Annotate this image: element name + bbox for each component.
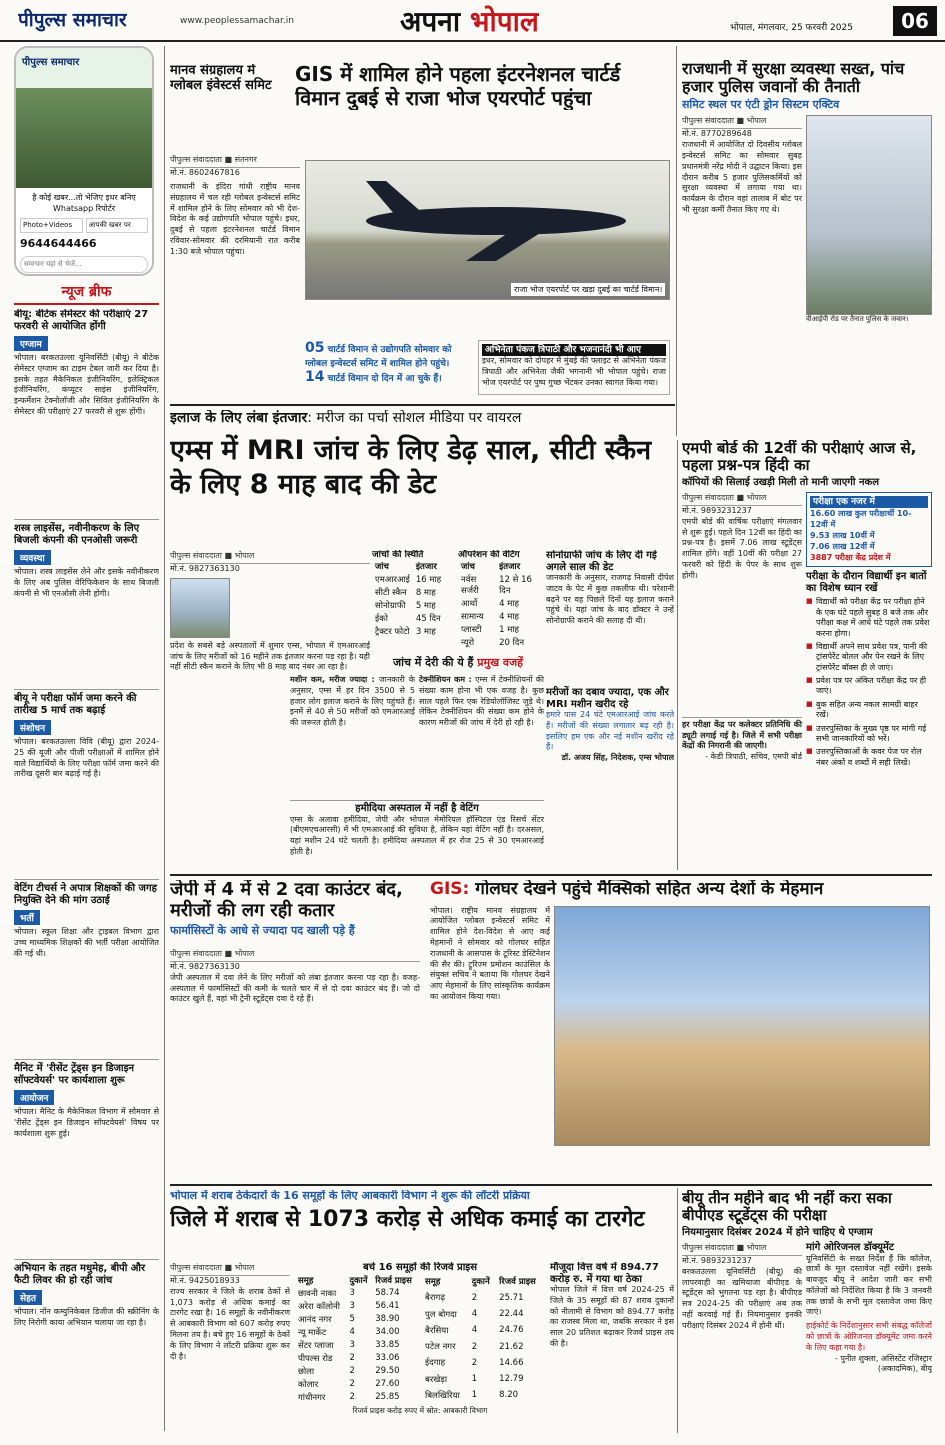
reason2-body: एम्स में टेक्नीशियनों की संख्या काम होना भी एक वजह है। कुछ साल पहले फिर एक रेडियोलॉजिस्ट जुड़े थे। लेकिन टेक्नीशियन की संख्या कम होने के कारण मरीजों की जांच में देरी हो रही है। bbox=[419, 675, 544, 728]
cell: 5 bbox=[349, 1314, 355, 1324]
stat-line: 9.53 लाख 10वीं में bbox=[810, 531, 875, 541]
column-divider bbox=[677, 1188, 678, 1433]
bu-subhead: नियमानुसार दिसंबर 2024 में होने चाहिए थे एग्जाम bbox=[682, 1226, 873, 1238]
promo-line: है कोई खबर...तो भेजिए इधर बनिए Whatsapp रिपोर्टर bbox=[32, 193, 136, 213]
brief-tag: आयोजन bbox=[14, 1090, 54, 1105]
table-row bbox=[422, 1339, 545, 1355]
cell: छोला bbox=[298, 1366, 315, 1377]
hamidia-box bbox=[290, 800, 544, 870]
brief-item bbox=[14, 1259, 159, 1422]
fact1-text: चार्टर्ड विमान से उद्योगपति सोमवार को ग्लोबल इन्वेस्टर्स समिट में शामिल होने पहुंचे। bbox=[305, 345, 452, 369]
cell: 1 bbox=[471, 1374, 478, 1385]
stats-title: परीक्षा एक नजर में bbox=[810, 496, 928, 508]
table-row bbox=[458, 636, 542, 649]
brief-item bbox=[14, 689, 159, 879]
brief-item bbox=[14, 519, 159, 689]
cell: 2 bbox=[349, 1366, 355, 1376]
sono-body: जानकारी के अनुसार, राजगढ़ निवासी दीपेश जाटव के पेट में कुछ तकलीफ थी। परेशानी बढ़ने पर वह पिछले दिनों यह इलाज कराने पहुंचे थे। यहां जांच के बाद डॉक्टर ने उन्हें सोनोग्राफी कराने की सलाह दी थी। bbox=[546, 573, 674, 626]
cell: 4 bbox=[471, 1325, 478, 1336]
whatsapp-promo bbox=[14, 46, 154, 276]
cell: 12 से 16 दिन bbox=[499, 575, 532, 597]
page-number: 06 bbox=[893, 6, 937, 36]
gis-headline-text: GIS में शामिल होने पहला इंटरनेशनल चार्टर्ड विमान दुबई से राजा भोज एयरपोर्ट पहुंचा bbox=[295, 62, 621, 110]
section-rule bbox=[170, 404, 675, 406]
cell: 3 bbox=[349, 1301, 355, 1311]
security-mobile: मो.नं. 8770289648 bbox=[682, 129, 752, 139]
brief-body: भोपाल। मैनिट के मैकेनिकल विभाग में सोमवार से 'रीसेंट ट्रेंड्स इन डिजाइन सॉफ्टवेयर्स' विषय पर कार्यशाला शुरू हुई। bbox=[14, 1107, 159, 1138]
brief-body: भोपाल। बरकतउल्ला यूनिवर्सिटी (बीयू) ने बीटेक सेमेस्टर एग्जाम का टाइम टेबल जारी कर दिया है। इसके तहत मैकेनिकल इंजीनियरिंग, इलेक्ट्रिकल इंजीनियरिंग, कंप्यूटर साइंस इंजीनियरिंग, इन्फर्मेशन टेक्नोलॉजी और सिविल इंजीनियरिंग के सेमेस्टर की परीक्षाएं 27 फरवरी से शुरू होंगी। bbox=[14, 353, 159, 416]
table-row bbox=[295, 1313, 418, 1326]
box1-head: जांच bbox=[375, 562, 389, 573]
box1-head: इंतजार bbox=[415, 562, 437, 573]
brief-headline[interactable]: वेटिंग टीचर्स ने अपात्र शिक्षकों की जगह नियुक्ति देने की मांग उठाई bbox=[14, 883, 157, 906]
cell: पीपल्स रोड bbox=[298, 1353, 333, 1364]
brief-item bbox=[14, 1059, 159, 1259]
cell: 1 bbox=[471, 1390, 478, 1401]
plane-illustration bbox=[306, 161, 670, 300]
brief-body: भोपाल। बरकतउल्ला विवि (बीयू) द्वारा 2024-25 की यूजी और पीजी परीक्षाओं में शामिल होने वाले विद्यार्थियों के लिए परीक्षा फॉर्म जमा करने की तारीख दूसरी बार बढ़ाई गई है। bbox=[14, 737, 159, 779]
police-photo-caption: वीआईपी रोड पर तैनात पुलिस के जवान। bbox=[806, 315, 909, 324]
table-row bbox=[295, 1352, 418, 1365]
cell: 4 माह bbox=[499, 612, 520, 623]
cell: 4 bbox=[349, 1327, 355, 1337]
brief-tag: भर्ती bbox=[14, 910, 40, 925]
cell: बैरसिया bbox=[425, 1325, 449, 1336]
fy-headline: मौजूदा वित्त वर्ष में 894.77 करोड़ रु. में गया था ठेका bbox=[550, 1262, 659, 1285]
liquor-body: राज्य सरकार ने जिले के शराब ठेकों से 1,073 करोड़ से अधिक कमाई का टारगेट रखा है। 16 समूहों के नवीनीकरण से आबकारी विभाग को 607 करोड़ रुपए मिलना तय है। बचे हुए 16 समूहों के ठेकों के लिए विभाग ने लॉटरी प्रक्रिया शुरू कर दी है। bbox=[170, 1286, 290, 1361]
section-name: भोपाल bbox=[469, 5, 539, 38]
gis-facts bbox=[305, 340, 475, 395]
cell: नर्वस सर्जरी bbox=[461, 575, 479, 597]
cell: 22.44 bbox=[499, 1309, 524, 1320]
cell: आर्थो bbox=[461, 599, 478, 610]
reserve-table-title: बचे 16 समूहों की रिजर्व प्राइस bbox=[363, 1262, 477, 1273]
col-head: रिजर्व प्राइस bbox=[499, 1277, 536, 1288]
stat-line: 16.60 लाख कुल परीक्षार्थी 10-12वीं में bbox=[810, 509, 912, 530]
promo-header bbox=[16, 48, 152, 88]
aiims-byline: पीपुल्स संवाददाता ■ भोपाल bbox=[170, 550, 370, 564]
reason1-head: मशीन कम, मरीज ज्यादा : bbox=[290, 675, 375, 684]
cell: 24.76 bbox=[499, 1325, 524, 1336]
cell: अरेरा कॉलोनी bbox=[298, 1301, 340, 1312]
aiims-photo bbox=[170, 578, 230, 638]
jp-hospital-story bbox=[170, 880, 420, 1180]
fy-column bbox=[550, 1262, 674, 1432]
promo-logo: पीपुल्स समाचार bbox=[22, 57, 80, 68]
cell: बैरागढ़ bbox=[425, 1293, 446, 1304]
golghar-photo bbox=[554, 906, 930, 1146]
brief-tag: संशोधन bbox=[14, 720, 51, 735]
stat-line: 3887 परीक्षा केंद्र प्रदेश में bbox=[810, 553, 891, 563]
reserve-price-table bbox=[295, 1262, 545, 1432]
cell: 1 माह bbox=[499, 625, 520, 636]
guests-headline[interactable] bbox=[430, 880, 932, 900]
box2-head: इंतजार bbox=[499, 562, 521, 573]
rule-item: ■ उत्तरपुस्तिकाओं के कवर पेज पर रोल नंबर अंकों व शब्दों में सही लिखें। bbox=[806, 747, 932, 768]
security-body: राजधानी में आयोजित दो दिवसीय ग्लोबल इन्वेस्टर्स समिट का सोमवार सुबह प्रधानमंत्री नरेंद्र मोदी ने उद्घाटन किया। इस दौरान करीब 5 हजार पुलिसकर्मियों को सुरक्षा व्यवस्था में लगाया गया था। कार्यक्रम के दौरान वहां तालाब में बोट पर भी सुरक्षा कर्मी तैनात किए गए थे। bbox=[682, 140, 802, 214]
brief-tag: सेहत bbox=[14, 1290, 42, 1305]
jp-headline[interactable]: जेपी में 4 में से 2 दवा काउंटर बंद, मरीजों की लग रही कतार bbox=[170, 880, 403, 921]
actors-body: इधर, सोमवार को दोपहर में मुंबई की फ्लाइट से अभिनेता पंकज त्रिपाठी और अभिनेता जैकी भगनानी भी भोपाल पहुंचे। राजा भोज एयरपोर्ट पर पुष्प गुच्छ भेंटकर उनका स्वागत किया गया। bbox=[482, 356, 666, 387]
gis-byline: पीपुल्स संवाददाता ■ संतनगर bbox=[170, 154, 300, 168]
reasons-box bbox=[290, 675, 544, 795]
brief-tag: एग्जाम bbox=[14, 336, 48, 351]
table-row bbox=[295, 1339, 418, 1352]
table-row bbox=[295, 1326, 418, 1339]
cell: सीटी स्कैन bbox=[375, 588, 407, 599]
section-rule bbox=[170, 874, 932, 876]
bu-quote-signature: - पुनीत शुक्ला, असिस्टेंट रजिस्ट्रार (अकादमिक), बीयू bbox=[834, 1353, 932, 1374]
brief-headline[interactable]: बीयू: बीटेक सेमेस्टर की परीक्षाएं 27 फरवरी से आयोजित होंगी bbox=[14, 309, 149, 332]
brief-body: भोपाल। स्कूल शिक्षा और ट्राइबल विभाग द्वारा उच्च माध्यमिक शिक्षकों की भर्ती परीक्षा आयोजित की गई थी। bbox=[14, 927, 159, 958]
reasons-title bbox=[372, 655, 544, 675]
board-mobile: मो.नं. 9893231237 bbox=[682, 506, 752, 515]
reasons-title-text: जांच में देरी की ये हैं bbox=[392, 656, 474, 669]
col-head: दुकानें bbox=[471, 1277, 490, 1288]
brief-item bbox=[14, 309, 159, 519]
cell: प्लास्टी bbox=[461, 625, 482, 636]
jp-subhead: फार्मासिस्टों के आधे से ज्यादा पद खाली पड़े हैं bbox=[170, 924, 355, 938]
liquor-mobile: मो.नं. 9425018933 bbox=[170, 1276, 240, 1285]
table-row bbox=[458, 623, 542, 636]
table-row bbox=[372, 599, 444, 612]
rules-list bbox=[806, 597, 932, 827]
column-divider bbox=[164, 46, 165, 1431]
cell: एमआरआई bbox=[375, 575, 410, 586]
rule-item: ■ उत्तरपुस्तिका के मुख्य पृष्ठ पर मांगी गई सभी जानकारियों को भरें। bbox=[806, 724, 932, 745]
cell: 58.74 bbox=[375, 1288, 400, 1298]
cell: 4 bbox=[471, 1309, 478, 1320]
jp-mobile: मो.नं. 9827363130 bbox=[170, 962, 240, 972]
table-row bbox=[295, 1365, 418, 1378]
reserve-table-right bbox=[422, 1274, 545, 1404]
cell: 2 bbox=[349, 1353, 355, 1363]
plane-photo-caption: राजा भोज एयरपोर्ट पर खड़ा दुबई का चार्टर्ड विमान। bbox=[511, 283, 665, 296]
cell: 2 bbox=[471, 1292, 478, 1303]
box2-title: ऑपरेशन की वेटिंग bbox=[458, 550, 520, 560]
jp-byline: पीपुल्स संवाददाता ■ भोपाल bbox=[170, 948, 420, 962]
cell: आनंद नगर bbox=[298, 1314, 332, 1325]
cell: 2 bbox=[349, 1379, 355, 1389]
cell: 8 माह bbox=[415, 588, 436, 599]
fact2-number: 14 bbox=[305, 369, 325, 385]
column-divider bbox=[676, 46, 677, 436]
cell: पुल बोगदा bbox=[425, 1309, 457, 1320]
dateline: भोपाल, मंगलवार, 25 फरवरी 2025 bbox=[730, 23, 853, 33]
fact2-text: चार्टर्ड विमान दो दिन में आ चुके हैं। bbox=[327, 374, 442, 384]
table-row bbox=[458, 573, 542, 597]
promo-tab-photos[interactable]: Photo+Videos bbox=[20, 218, 83, 233]
reason-2 bbox=[419, 675, 544, 795]
brief-body: भोपाल। नॉन कम्युनिकेबल डिजीज की स्क्रीनिंग के लिए निरोगी काया अभियान चलाया जा रहा है। bbox=[14, 1307, 159, 1327]
rule-item: ■ बुक सहित अन्य नकल सामग्री बाहर रखें। bbox=[806, 700, 932, 721]
sonography-column bbox=[546, 550, 674, 850]
cell: 45 दिन bbox=[415, 614, 441, 625]
cell: 38.90 bbox=[375, 1314, 400, 1324]
cell: 4 माह bbox=[499, 599, 520, 610]
cell: बिलखिरिया bbox=[425, 1390, 460, 1401]
table-row bbox=[422, 1322, 545, 1338]
col-head: दुकानें bbox=[349, 1275, 368, 1286]
reserve-table-note: रिजर्व प्राइस करोड़ रुपए में स्रोत: आबकारी विभाग bbox=[352, 1405, 488, 1415]
police-photo bbox=[806, 115, 932, 315]
board-subhead: कॉपियों की सिलाई उखड़ी मिली तो मानी जाएगी नकल bbox=[682, 476, 879, 488]
promo-tab-news[interactable]: आपकी खबर पर bbox=[86, 218, 149, 233]
brief-headline[interactable]: बीयू ने परीक्षा फॉर्म जमा करने की तारीख 5 मार्च तक बढ़ाई bbox=[14, 693, 137, 716]
section-prefix: अपना bbox=[400, 5, 461, 38]
gis-kicker: मानव संग्रहालय में ग्लोबल इंवेस्टर्स समिट bbox=[170, 64, 272, 93]
brief-item bbox=[14, 879, 159, 1059]
cell: ट्रैक्टर फोटो bbox=[375, 627, 410, 638]
website-url[interactable]: www.peoplessamachar.in bbox=[180, 16, 294, 26]
cell: 25.85 bbox=[375, 1392, 400, 1402]
cell: सेंटर प्लाजा bbox=[298, 1340, 334, 1351]
cell: 3 bbox=[349, 1288, 355, 1298]
cell: गांधीनगर bbox=[298, 1392, 326, 1403]
cell: 14.66 bbox=[499, 1357, 524, 1368]
table-row bbox=[422, 1290, 545, 1306]
aiims-mobile: मो.नं. 9827363130 bbox=[170, 564, 240, 573]
hamidia-headline: हमीदिया अस्पताल में नहीं है वेटिंग bbox=[355, 803, 479, 814]
bu-byline: पीपुल्स संवाददाता ■ भोपाल bbox=[682, 1242, 802, 1256]
security-headline[interactable]: राजधानी में सुरक्षा व्यवस्था सख्त, पांच हजार पुलिस जवानों की तैनाती bbox=[682, 60, 905, 97]
bu-bped-story bbox=[682, 1190, 932, 1432]
promo-photo bbox=[16, 88, 152, 188]
cell: न्यू मार्केट bbox=[298, 1327, 327, 1338]
cell: पटेल नगर bbox=[425, 1342, 456, 1353]
rule-item: ■ विद्यार्थी को परीक्षा केंद्र पर परीक्षा होने के एक घंटे पहले सुबह 8 बजे तक और परीक्षा कक्ष में आधे घंटे पहले तक प्रवेश करना होगा। bbox=[806, 597, 932, 639]
documents-headline: मांगे ओरिजनल डॉक्यूमेंट bbox=[806, 1242, 894, 1253]
table-row bbox=[295, 1300, 418, 1313]
cell: 2 bbox=[471, 1357, 478, 1368]
liquor-headline[interactable]: जिले में शराब से 1073 करोड़ से अधिक कमाई का टारगेट bbox=[170, 1206, 645, 1232]
reasons-title-red: प्रमुख वजहें bbox=[477, 656, 524, 669]
table-row bbox=[372, 573, 444, 586]
aiims-headline[interactable]: एम्स में MRI जांच के लिए डेढ़ साल, सीटी स्कैन के लिए 8 माह बाद की डेट bbox=[170, 435, 652, 500]
cell: बरखेड़ा bbox=[425, 1374, 448, 1385]
table-row bbox=[458, 597, 542, 610]
cell: 33.06 bbox=[375, 1353, 400, 1363]
col-head: समूह bbox=[298, 1275, 314, 1286]
table-row bbox=[422, 1371, 545, 1387]
table-row bbox=[295, 1287, 418, 1300]
brief-body: भोपाल। शस्त्र लाइसेंस लेने और इसके नवीनीकरण के लिए अब पुलिस वेरिफिकेशन के साथ बिजली कंपनी से भी एनओसी लेनी होगी। bbox=[14, 567, 159, 598]
table-row bbox=[458, 610, 542, 623]
cell: कोलार bbox=[298, 1379, 319, 1390]
liquor-byline: पीपुल्स संवाददाता ■ भोपाल bbox=[170, 1262, 290, 1276]
security-story bbox=[682, 60, 932, 440]
pressure-body: हमारे पास 24 घंटे एमआरआई जांच करते हैं। मरीजों की संख्या लगातार बढ़ रही है। इसलिए हम एक और नई मशीन खरीद रहे हैं। bbox=[546, 710, 674, 752]
board-exam-story bbox=[682, 440, 932, 870]
aiims-tables bbox=[372, 550, 542, 650]
column-divider bbox=[677, 440, 678, 870]
box2-head: जांच bbox=[461, 562, 475, 573]
cell: 27.60 bbox=[375, 1379, 400, 1389]
aiims-kicker bbox=[170, 410, 675, 426]
liquor-main-column bbox=[170, 1262, 290, 1432]
aiims-kicker-rest: : मरीज का पर्चा सोशल मीडिया पर वायरल bbox=[307, 410, 522, 426]
news-brief-column bbox=[14, 282, 159, 1422]
cell: 2 bbox=[349, 1392, 355, 1402]
cell: सामान्य bbox=[461, 612, 484, 623]
operation-wait-table bbox=[458, 560, 542, 649]
cell: 3 bbox=[349, 1340, 355, 1350]
cell: सोनोग्राफी bbox=[375, 601, 406, 612]
promo-phone-number[interactable]: 9644644466 bbox=[20, 237, 97, 250]
rule-item: ■ विद्यार्थी अपने साथ प्रवेश पत्र, पानी की ट्रांसपेरेंट बोतल और पेन रखने के लिए ट्रांसपेरेंट बॉक्स ही ले जाएं। bbox=[806, 642, 932, 673]
rules-title: परीक्षा के दौरान विद्यार्थी इन बातों का विशेष ध्यान रखें bbox=[806, 571, 927, 594]
board-body: एमपी बोर्ड की वार्षिक परीक्षाएं मंगलवार से शुरू हुईं। पहले दिन 12वीं का हिंदी का प्रश्न-पत्र है। इसमें 7.06 लाख स्टूडेंट्स शामिल होंगे। वहीं 10वीं की परीक्षा 27 फरवरी को हिंदी के पेपर के साथ शुरू होगी। bbox=[682, 516, 802, 580]
collector-note: हर परीक्षा केंद्र पर कलेक्टर प्रतिनिधि की ड्यूटी लगाई गई है। जिले में सभी परीक्षा केंद्रों की निगरानी की जाएगी। bbox=[682, 717, 802, 752]
brief-tag: व्यवस्था bbox=[14, 550, 51, 565]
col-head: रिजर्व प्राइस bbox=[375, 1275, 412, 1286]
test-wait-table bbox=[372, 560, 444, 638]
table-row bbox=[372, 625, 444, 638]
collector-signature: - केडी त्रिपाठी, सचिव, एमपी बोर्ड bbox=[705, 752, 802, 762]
bu-headline[interactable]: बीयू तीन महीने बाद भी नहीं करा सका बीपीएड स्टूडेंट्स की परीक्षा bbox=[682, 1190, 892, 1225]
security-subhead: समिट स्थल पर एंटी ड्रोन सिस्टम एक्टिव bbox=[682, 97, 840, 111]
bu-mobile: मो.नं. 9893231237 bbox=[682, 1256, 752, 1265]
charter-plane-photo bbox=[305, 160, 670, 300]
pressure-signature: डॉ. अजय सिंह, निदेशक, एम्स भोपाल bbox=[561, 753, 674, 763]
reserve-table-left bbox=[295, 1274, 418, 1404]
aiims-kicker-bold: इलाज के लिए लंबा इंतजार bbox=[170, 410, 308, 426]
fact1-number: 05 bbox=[305, 340, 325, 356]
table-row bbox=[295, 1378, 418, 1391]
jp-body: जेपी अस्पताल में दवा लेने के लिए मरीजों को लंबा इंतजार करना पड़ रहा है। वजह-अस्पताल में फार्मासिस्टों की कमी के चलते चार में से दो दवा काउंटर बंद हैं। जो दो काउंटर खुले हैं, वहां भी ट्रेनी स्टूडेंट्स दवा दे रहे हैं। bbox=[170, 972, 420, 1004]
board-byline: पीपुल्स संवाददाता ■ भोपाल bbox=[682, 492, 802, 506]
promo-message-input[interactable]: समाचार यहां से भेजें... bbox=[20, 256, 148, 273]
col-head: समूह bbox=[425, 1277, 441, 1288]
section-title bbox=[400, 2, 539, 40]
sono-headline: सोनोग्राफी जांच के लिए दी गई अगले साल की डेट bbox=[546, 550, 657, 573]
cell: ईदगाह bbox=[425, 1358, 446, 1369]
reason1-body: जानकारी के अनुसार, एम्स में हर दिन 3500 से 5 हजार लोग इलाज कराने के लिए पहुंचते हैं। इनमें से 40 से 50 मरीजों को एमआरआई की जरूरत होती है। bbox=[290, 675, 416, 728]
aiims-body: प्रदेश के सबसे बड़े अस्पतालों में शुमार एम्स, भोपाल में एमआरआई जांच के लिए मरीजों को 16 महीने तक इंतजार करना पड़ रहा है। यही नहीं सीटी स्कैन कराने के लिए भी 8 माह बाद नंबर आ रहा है। bbox=[170, 640, 370, 672]
exam-stats-box bbox=[806, 492, 932, 567]
gis-guests-story bbox=[430, 880, 932, 1180]
reason2-head: टेक्नीशियन कम : bbox=[419, 675, 472, 684]
actors-headline: अभिनेता पंकज त्रिपाठी और भजनानंदी भी आए bbox=[482, 344, 666, 356]
box1-title: जांचों की स्थिति bbox=[372, 550, 424, 560]
cell: 5 माह bbox=[415, 601, 436, 612]
documents-body: यूनिवर्सिटी के सख्त निर्देश हैं कि कॉलेज, छात्रों के मूल दस्तावेज नहीं रखेंगे। इसके बावजूद बीयू ने आदेश जारी कर सभी कॉलेजों को निर्देशित किया है कि 3 जनवरी तक छात्रों के सभी मूल दस्तावेज जमा किए जाएं। bbox=[806, 1253, 932, 1317]
rule-item: ■ प्रवेश पत्र पर अंकित परीक्षा केंद्र पर ही जाएं। bbox=[806, 676, 932, 697]
cell: 8.20 bbox=[499, 1390, 519, 1401]
table-row bbox=[422, 1355, 545, 1371]
bu-body: बरकतउल्ला यूनिवर्सिटी (बीयू) की लापरवाही का खमियाजा बीपीएड के स्टूडेंट्स को भुगतना पड़ रहा है। बीपीएड सत्र 2024-25 की परीक्षाएं अब तक नहीं करवाई गई हैं। नियमानुसार इनकी परीक्षाएं दिसंबर 2024 में होनी थीं। bbox=[682, 1266, 802, 1330]
gis-mobile: मो.नं. 8602467816 bbox=[170, 168, 240, 177]
table-row bbox=[422, 1306, 545, 1322]
bu-quote: हाईकोर्ट के निर्देशानुसार सभी संबद्ध कॉलेजों को छात्रों के ओरिजनल डॉक्यूमेंट जमा करने के लिए कहा गया है। bbox=[806, 1321, 932, 1352]
cell: 16 माह bbox=[415, 575, 442, 586]
brief-headline[interactable]: मैनिट में 'रीसेंट ट्रेंड्स इन डिजाइन सॉफ्टवेयर्स' पर कार्यशाला शुरू bbox=[14, 1063, 135, 1086]
guests-headline-text: गोलघर देखने पहुंचे मैक्सिको सहित अन्य देशों के मेहमान bbox=[475, 880, 824, 899]
actors-box bbox=[478, 340, 670, 395]
section-rule bbox=[170, 1184, 932, 1186]
table-row bbox=[372, 586, 444, 599]
newspaper-logo[interactable]: पीपुल्स समाचार bbox=[18, 9, 127, 31]
guests-body: भोपाल। राष्ट्रीय मानव संग्रहालय में आयोजित ग्लोबल इन्वेस्टर्स समिट में शामिल होने देश-विदेश से आए कई मेहमानों ने सोमवार को गोलघर सहित राजधानी के आसपास के टूरिस्ट डेस्टिनेशन की सैर की। ट्रूरिज्म प्रमोशन काउंसिल के संयुक्त सचिव ने बताया कि गोलघर देखने आए मेहमानों के लिए सांस्कृतिक कार्यक्रम का आयोजन किया गया। bbox=[430, 905, 550, 1001]
masthead bbox=[0, 0, 945, 42]
table-row bbox=[295, 1391, 418, 1404]
gis-body: राजधानी के इंदिरा गांधी राष्ट्रीय मानव संग्रहालय में चल रही ग्लोबल इन्वेस्टर्स समिट में शामिल होने के लिए सोमवार को भी देश-विदेश के कई उद्योगपति भोपाल पहुंचे। इधर, दुबई से पहला इंटरनेशनल चार्टर्ड विमान रविवार-सोमवार की दरमियानी रात करीब 1:30 बजे भोपाल पहुंचा। bbox=[170, 182, 300, 256]
cell: 2 bbox=[471, 1341, 478, 1352]
brief-headline[interactable]: अभियान के तहत मधुमेह, बीपी और फैटी लिवर की हो रही जांच bbox=[14, 1263, 146, 1286]
brief-headline[interactable]: शस्त्र लाइसेंस, नवीनीकरण के लिए बिजली कंपनी की एनओसी जरूरी bbox=[14, 523, 140, 546]
table-row bbox=[422, 1387, 545, 1403]
cell: 25.71 bbox=[499, 1292, 524, 1303]
pressure-headline: मरीजों का दबाव ज्यादा, एक और MRI मशीन खरीद रहे bbox=[546, 687, 669, 710]
table-row bbox=[372, 612, 444, 625]
cell: 12.79 bbox=[499, 1374, 524, 1385]
cell: न्यूरो bbox=[461, 638, 475, 649]
board-headline[interactable]: एमपी बोर्ड की 12वीं की परीक्षाएं आज से, पहला प्रश्न-पत्र हिंदी का bbox=[682, 440, 917, 475]
liquor-kicker: भोपाल में शराब ठेकेदारों के 16 समूहों के लिए आबकारी विभाग ने शुरू की लॉटरी प्रक्रिया bbox=[170, 1190, 530, 1202]
cell: 34.00 bbox=[375, 1327, 400, 1337]
cell: 20 दिन bbox=[499, 638, 525, 649]
security-byline: पीपुल्स संवाददाता ■ भोपाल bbox=[682, 115, 802, 129]
news-brief-title: न्यूज ब्रीफ bbox=[14, 282, 159, 305]
hamidia-body: एम्स के अलावा हमीदिया, जेपी और भोपाल मेमोरियल हॉस्पिटल एंड रिसर्च सेंटर (बीएमएचआरसी) में भी एमआरआई की सुविधा है, लेकिन यहां वेटिंग नहीं है। दरअसल, यहां मशीन 24 घंटे चलती है। हमीदिया अस्पताल में हर रोज 25 से 30 एमआरआई होती है। bbox=[290, 814, 544, 856]
cell: 29.50 bbox=[375, 1366, 400, 1376]
cell: 21.62 bbox=[499, 1341, 524, 1352]
cell: 56.41 bbox=[375, 1301, 400, 1311]
stat-line: 7.06 लाख 12वीं में bbox=[810, 542, 875, 552]
cell: 3 माह bbox=[415, 627, 436, 638]
cell: छावनी नाका bbox=[298, 1288, 337, 1299]
fy-body: भोपाल जिले में वित्त वर्ष 2024-25 में जिले के 35 समूहों की 87 शराब दुकानों को नीलामी से विभाग को 894.77 करोड़ का राजस्व मिला था, जबकि सरकार ने इस साल 20 प्रतिशत बढ़ाकर रिजर्व प्राइस तय की है। bbox=[550, 1285, 674, 1348]
cell: 33.85 bbox=[375, 1340, 400, 1350]
gis-headline[interactable] bbox=[295, 62, 670, 110]
reason-1 bbox=[290, 675, 415, 795]
cell: ईको bbox=[375, 614, 388, 625]
guests-headline-tag: GIS: bbox=[430, 880, 470, 899]
